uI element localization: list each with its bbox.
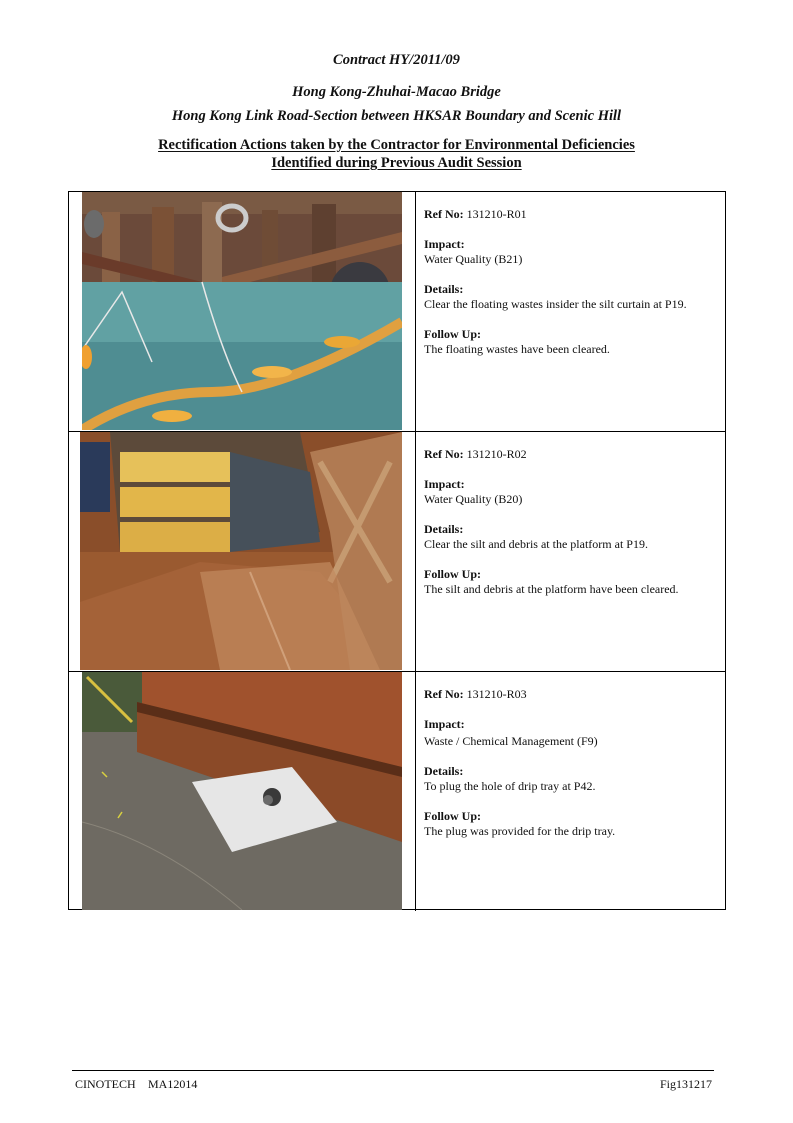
section-title: Hong Kong Link Road-Section between HKSAR Boundary and Scenic Hill (171, 108, 622, 124)
item-details-3 (424, 687, 724, 854)
impact-value: Water Quality (B21) (424, 252, 523, 266)
details-value: Clear the silt and debris at the platform at P19. (424, 537, 648, 551)
impact-value: Water Quality (B20) (424, 492, 523, 506)
follow-up-value: The silt and debris at the platform have been cleared. (424, 582, 679, 596)
column-divider (415, 432, 416, 671)
impact-label: Impact: (424, 717, 465, 731)
follow-up-label: Follow Up: (424, 327, 481, 341)
photo-drip-tray (82, 672, 402, 910)
footer-doc-no: MA12014 (148, 1077, 198, 1091)
details-label: Details: (424, 522, 464, 536)
photo-floating-wastes (82, 192, 402, 430)
ref-label: Ref No: (424, 447, 464, 461)
item-details-1 (424, 207, 724, 372)
follow-up-value: The plug was provided for the drip tray. (424, 824, 616, 838)
ref-no: 131210-R02 (466, 447, 527, 461)
contract-title: Contract HY/2011/09 (333, 52, 460, 68)
details-label: Details: (424, 282, 464, 296)
ref-label: Ref No: (424, 207, 464, 221)
column-divider (415, 192, 416, 431)
follow-up-value: The floating wastes have been cleared. (424, 342, 610, 356)
rectification-table (68, 191, 726, 910)
table-row (69, 672, 725, 911)
ref-label: Ref No: (424, 687, 464, 701)
column-divider (415, 672, 416, 911)
table-row (69, 432, 725, 672)
item-details-2 (424, 447, 724, 612)
follow-up-label: Follow Up: (424, 809, 481, 823)
impact-value: Waste / Chemical Management (F9) (424, 734, 598, 748)
photo-platform-silt (80, 432, 402, 670)
project-title: Hong Kong-Zhuhai-Macao Bridge (292, 84, 501, 100)
table-row (69, 192, 725, 432)
page-title-line-2: Identified during Previous Audit Session (271, 155, 522, 171)
details-label: Details: (424, 764, 464, 778)
ref-no: 131210-R03 (466, 687, 527, 701)
follow-up-label: Follow Up: (424, 567, 481, 581)
details-value: Clear the floating wastes insider the silt curtain at P19. (424, 297, 687, 311)
details-value: To plug the hole of drip tray at P42. (424, 779, 596, 793)
footer-figure-no: Fig131217 (660, 1077, 713, 1091)
ref-no: 131210-R01 (466, 207, 527, 221)
impact-label: Impact: (424, 237, 465, 251)
footer-company: CINOTECH (75, 1077, 136, 1091)
footer-divider (72, 1070, 714, 1071)
page-title-line-1: Rectification Actions taken by the Contractor for Environmental Deficiencies (158, 137, 635, 153)
impact-label: Impact: (424, 477, 465, 491)
